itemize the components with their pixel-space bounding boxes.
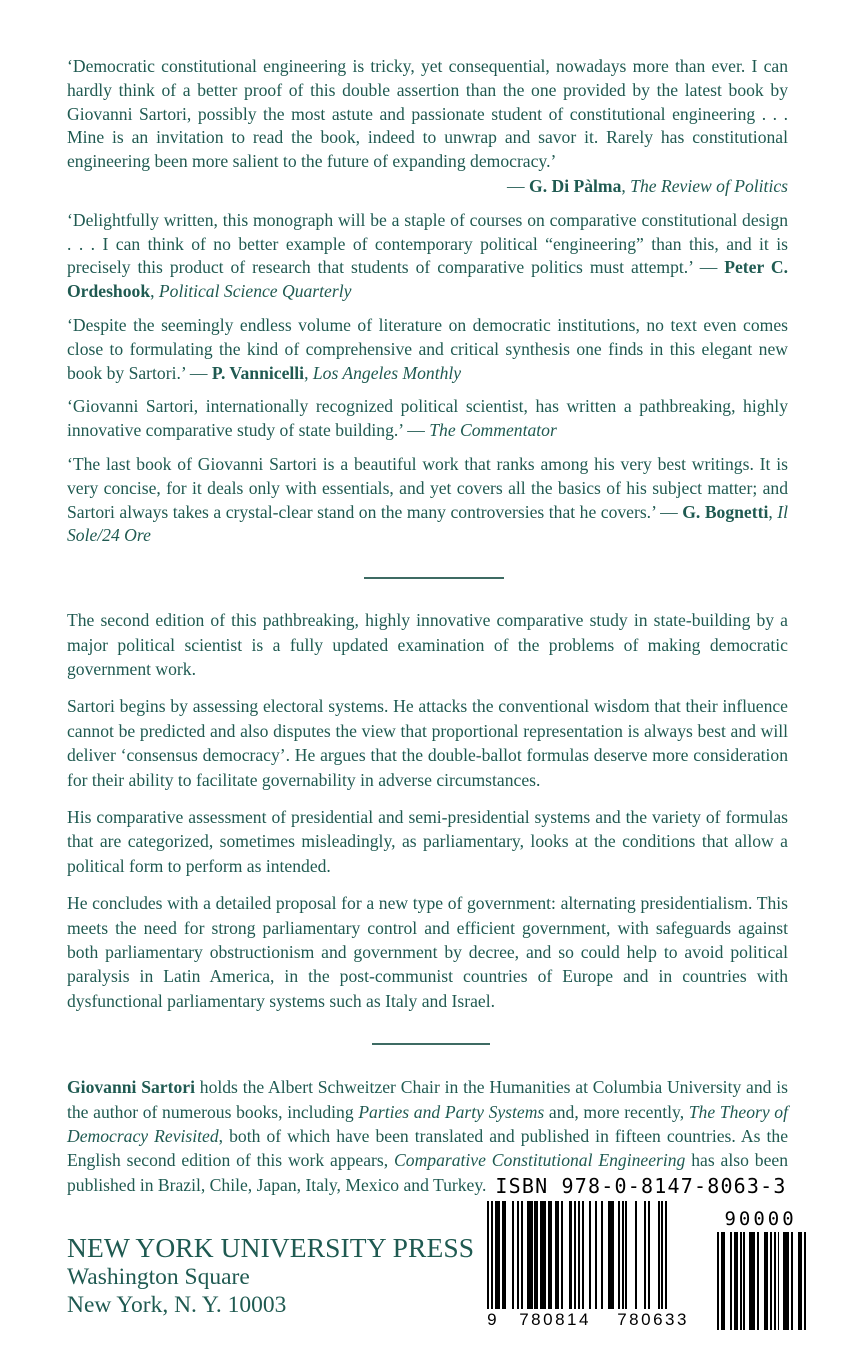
praise-quote-text: ‘Despite the seemingly endless volume of literature on democratic institutions, no text even comes close to formulating the kind of comprehensive and critical synthesis one finds in this elegant new book by Sartori.’: [67, 314, 788, 383]
attribution-source-name: P. Vannicelli: [211, 362, 305, 383]
addon-digits: 90000: [724, 1208, 797, 1230]
praise-quote: [67, 209, 788, 304]
attribution-dash: —: [189, 362, 212, 383]
bio-text-1: holds the Albert Schweitzer Chair in the Humanities at Columbia University and is the author of numerous books, including: [67, 1077, 788, 1122]
attribution-separator: ,: [150, 281, 159, 302]
author-name: Giovanni Sartori: [67, 1077, 195, 1098]
attribution-separator: ,: [768, 501, 778, 522]
book-title-theory-of-democracy-revisited: The Theory of Democracy Revisited: [67, 1101, 788, 1147]
ean-lead-digit: 9: [487, 1310, 497, 1329]
publisher-address-line-1: Washington Square: [67, 1264, 250, 1291]
praise-quotes-section: [67, 55, 788, 548]
ean13-digits: [487, 1310, 699, 1330]
praise-quote-text: ‘Giovanni Sartori, internationally recognized political scientist, has written a pathbreaking, highly innovative comparative study of state building.’: [67, 396, 788, 441]
ean13-bar-pattern: [487, 1201, 699, 1309]
cover-footer: [0, 1128, 850, 1360]
description-paragraph: Sartori begins by assessing electoral systems. He attacks the conventional wisdom that their influence cannot be predicted and also disputes the view that proportional representation is always best and will deliver ‘consensus democracy’. He argues that the double-ballot formulas deserve more consideration for their ability to facilitate governability in adverse circumstances.: [67, 696, 788, 790]
attribution-publication: Los Angeles Monthly: [312, 362, 462, 383]
attribution-separator: ,: [304, 362, 313, 383]
praise-quote-attribution: [67, 175, 788, 199]
praise-quote: [67, 314, 788, 385]
ean5-addon-barcode: [715, 1208, 806, 1330]
praise-quote: [67, 395, 788, 443]
horizontal-rule: [372, 1043, 490, 1045]
ean5-bar-pattern: [715, 1232, 806, 1330]
barcode-bars-row: [476, 1201, 806, 1330]
bio-text-4: has also been published in Brazil, Chile, Japan, Italy, Mexico and Turkey.: [67, 1150, 788, 1195]
publisher-name: NEW YORK UNIVERSITY PRESS: [67, 1231, 475, 1263]
ean-group-2: 780633: [617, 1310, 689, 1329]
praise-quote: [67, 55, 788, 199]
book-description-section: [67, 608, 788, 1013]
ean-group-1: 780814: [519, 1310, 591, 1329]
divider-rule-top: [67, 550, 788, 579]
bio-text-2: and, more recently,: [544, 1101, 689, 1122]
publisher-block: [67, 1232, 474, 1319]
description-paragraph: The second edition of this pathbreaking, highly innovative comparative study in state-building by a major political scientist is a fully updated examination of the problems of making democratic government work.: [67, 610, 788, 679]
isbn-text: ISBN 978-0-8147-8063-3: [495, 1174, 787, 1198]
praise-quote: [67, 453, 788, 548]
publisher-address-line-2: New York, N. Y. 10003: [67, 1291, 287, 1318]
praise-quote-text: ‘Delightfully written, this monograph will be a staple of courses on comparative constitutional design . . . I can think of no better example of contemporary political “engineering” than this, and it is precisely this product of research that students of comparative politics must attempt.’: [67, 209, 788, 278]
praise-quote-text: ‘The last book of Giovanni Sartori is a beautiful work that ranks among his very best writings. It is very concise, for it deals only with essentials, and yet covers all the basics of his subject matter; and Sartori always takes a crystal-clear stand on the many controversies that he covers.’: [67, 453, 788, 522]
description-paragraph: He concludes with a detailed proposal for a new type of government: alternating presidentialism. This meets the need for strong parliamentary control and efficient government, with safeguards against both parliamentary obstructionism and government by decree, and so could help to avoid political paralysis in Latin America, in the post-communist countries of Europe and in countries with dysfunctional parliamentary systems such as Italy and Israel.: [67, 893, 788, 1011]
divider-rule-bottom: [67, 1013, 788, 1045]
attribution-source-name: G. Bognetti: [682, 501, 769, 522]
attribution-dash: —: [660, 501, 683, 522]
attribution-publication: The Review of Politics: [630, 175, 788, 196]
attribution-source-name: Peter C. Ordeshook: [67, 257, 789, 302]
book-title-parties-and-party-systems: Parties and Party Systems: [358, 1101, 545, 1122]
book-title-comparative-constitutional-engineering: Comparative Constitutional Engineering: [394, 1150, 686, 1171]
attribution-dash: —: [407, 420, 430, 441]
attribution-publication: Il Sole/24 Ore: [67, 501, 789, 546]
attribution-separator: ,: [621, 175, 631, 196]
attribution-publication: Political Science Quarterly: [158, 281, 352, 302]
horizontal-rule: [364, 577, 504, 579]
bio-text-3: , both of which have been translated and published in fifteen countries. As the English second edition of this work appears,: [67, 1126, 789, 1171]
attribution-source-name: G. Di Pàlma: [529, 175, 622, 196]
barcode-block: [476, 1174, 806, 1330]
praise-quote-text: ‘Democratic constitutional engineering is tricky, yet consequential, nowadays more than ever. I can hardly think of a better proof of this double assertion than the one provided by the latest book by Giovanni Sartori, possibly the most astute and passionate student of constitutional engineering . . . Mine is an invitation to read the book, indeed to unwrap and savor it. Rarely has constitutional engineering been more salient to the future of expanding democracy.’: [67, 56, 788, 172]
attribution-publication: The Commentator: [429, 420, 557, 441]
description-paragraph: His comparative assessment of presidential and semi-presidential systems and the variety of formulas that are categorized, sometimes misleadingly, as parliamentary, looks at the conditions that allow a political form to perform as intended.: [67, 806, 788, 876]
ean13-barcode: [487, 1201, 699, 1330]
attribution-dash: —: [699, 257, 725, 278]
attribution-dash: —: [507, 175, 530, 196]
